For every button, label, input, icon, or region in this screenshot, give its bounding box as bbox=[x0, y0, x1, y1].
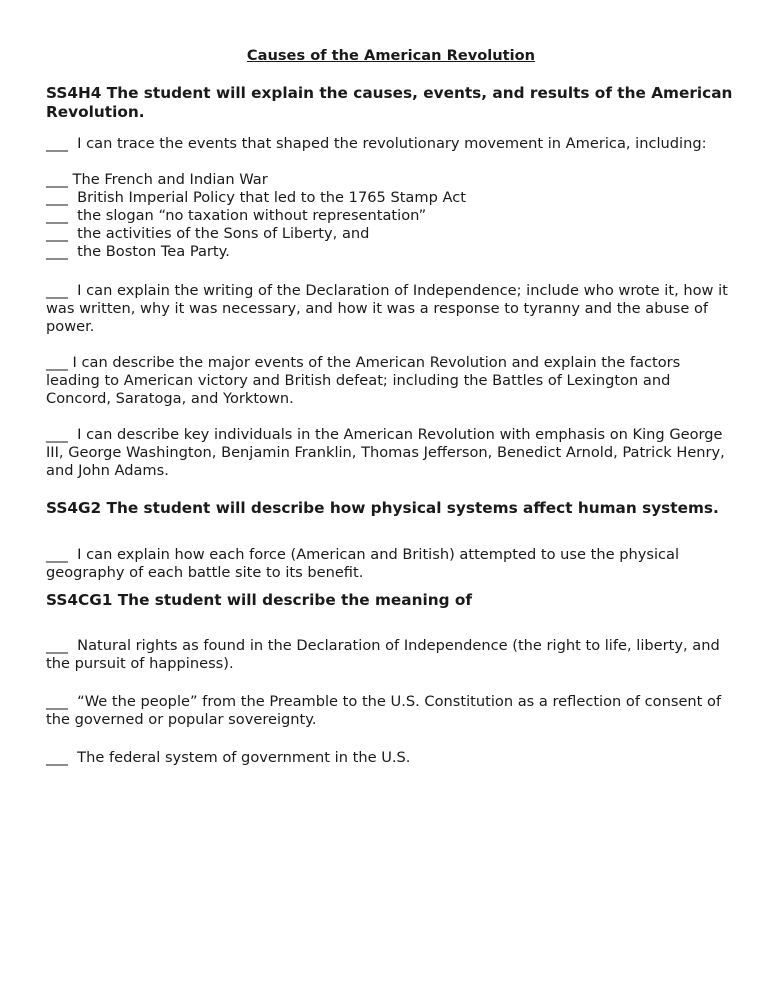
blank-line: ___ bbox=[46, 693, 68, 710]
item-text: the activities of the Sons of Liberty, and bbox=[77, 225, 370, 242]
item-text: I can explain how each force (American and British) attempted to use the physical geography of each battle site to its benefit. bbox=[46, 546, 680, 581]
checklist-item-declaration bbox=[46, 282, 736, 336]
checklist-item-natural-rights bbox=[46, 637, 736, 673]
blank-line: ___ bbox=[46, 225, 68, 242]
standard-ss4cg1: SS4CG1 The student will describe the meaning of bbox=[46, 591, 473, 609]
blank-line: ___ bbox=[46, 135, 68, 152]
standard-ss4h4: SS4H4 The student will explain the causes, events, and results of the American Revolution. bbox=[46, 84, 733, 121]
sub-item-slogan bbox=[46, 207, 736, 225]
blank-line: ___ bbox=[46, 546, 68, 563]
blank-line: ___ bbox=[46, 426, 68, 443]
blank-line: ___ bbox=[46, 171, 68, 188]
sub-item-stamp-act bbox=[46, 189, 736, 207]
checklist-item-key-individuals bbox=[46, 426, 736, 480]
page-title: Causes of the American Revolution bbox=[246, 47, 536, 64]
sub-item-boston-tea-party bbox=[46, 243, 736, 261]
item-text: “We the people” from the Preamble to the U.S. Constitution as a reflection of consent of the governed or popular sovereignty. bbox=[46, 693, 722, 728]
item-text: British Imperial Policy that led to the 1765 Stamp Act bbox=[77, 189, 466, 206]
item-text: I can explain the writing of the Declaration of Independence; include who wrote it, how it was written, why it was necessary, and how it was a response to tyranny and the abuse of power. bbox=[46, 282, 728, 335]
blank-line: ___ bbox=[46, 749, 68, 766]
blank-line: ___ bbox=[46, 189, 68, 206]
item-text: I can describe key individuals in the American Revolution with emphasis on King George III, George Washington, Benjamin Franklin, Thomas Jefferson, Benedict Arnold, Patrick Henry, and John Adams. bbox=[46, 426, 725, 479]
sub-item-french-indian-war bbox=[46, 171, 736, 189]
item-text: I can trace the events that shaped the revolutionary movement in America, including: bbox=[77, 135, 707, 152]
item-text: The federal system of government in the U.S. bbox=[77, 749, 411, 766]
checklist-item-trace-events bbox=[46, 135, 736, 153]
item-text: the slogan “no taxation without representation” bbox=[77, 207, 427, 224]
item-text: I can describe the major events of the American Revolution and explain the factors leading to American victory and British defeat; including the Battles of Lexington and Concord, Saratoga, and Yorktown. bbox=[46, 354, 681, 407]
checklist-item-we-the-people bbox=[46, 693, 736, 729]
blank-line: ___ bbox=[46, 243, 68, 260]
blank-line: ___ bbox=[46, 637, 68, 654]
standard-ss4g2: SS4G2 The student will describe how physical systems affect human systems. bbox=[46, 499, 719, 517]
item-text: The French and Indian War bbox=[72, 171, 268, 188]
checklist-item-federal-system bbox=[46, 749, 736, 767]
blank-line: ___ bbox=[46, 282, 68, 299]
blank-line: ___ bbox=[46, 207, 68, 224]
blank-line: ___ bbox=[46, 354, 68, 371]
checklist-item-major-events bbox=[46, 354, 736, 408]
checklist-item-physical-geography bbox=[46, 546, 736, 582]
item-text: Natural rights as found in the Declaration of Independence (the right to life, liberty, and the pursuit of happiness). bbox=[46, 637, 720, 672]
sub-item-sons-of-liberty bbox=[46, 225, 736, 243]
item-text: the Boston Tea Party. bbox=[77, 243, 230, 260]
